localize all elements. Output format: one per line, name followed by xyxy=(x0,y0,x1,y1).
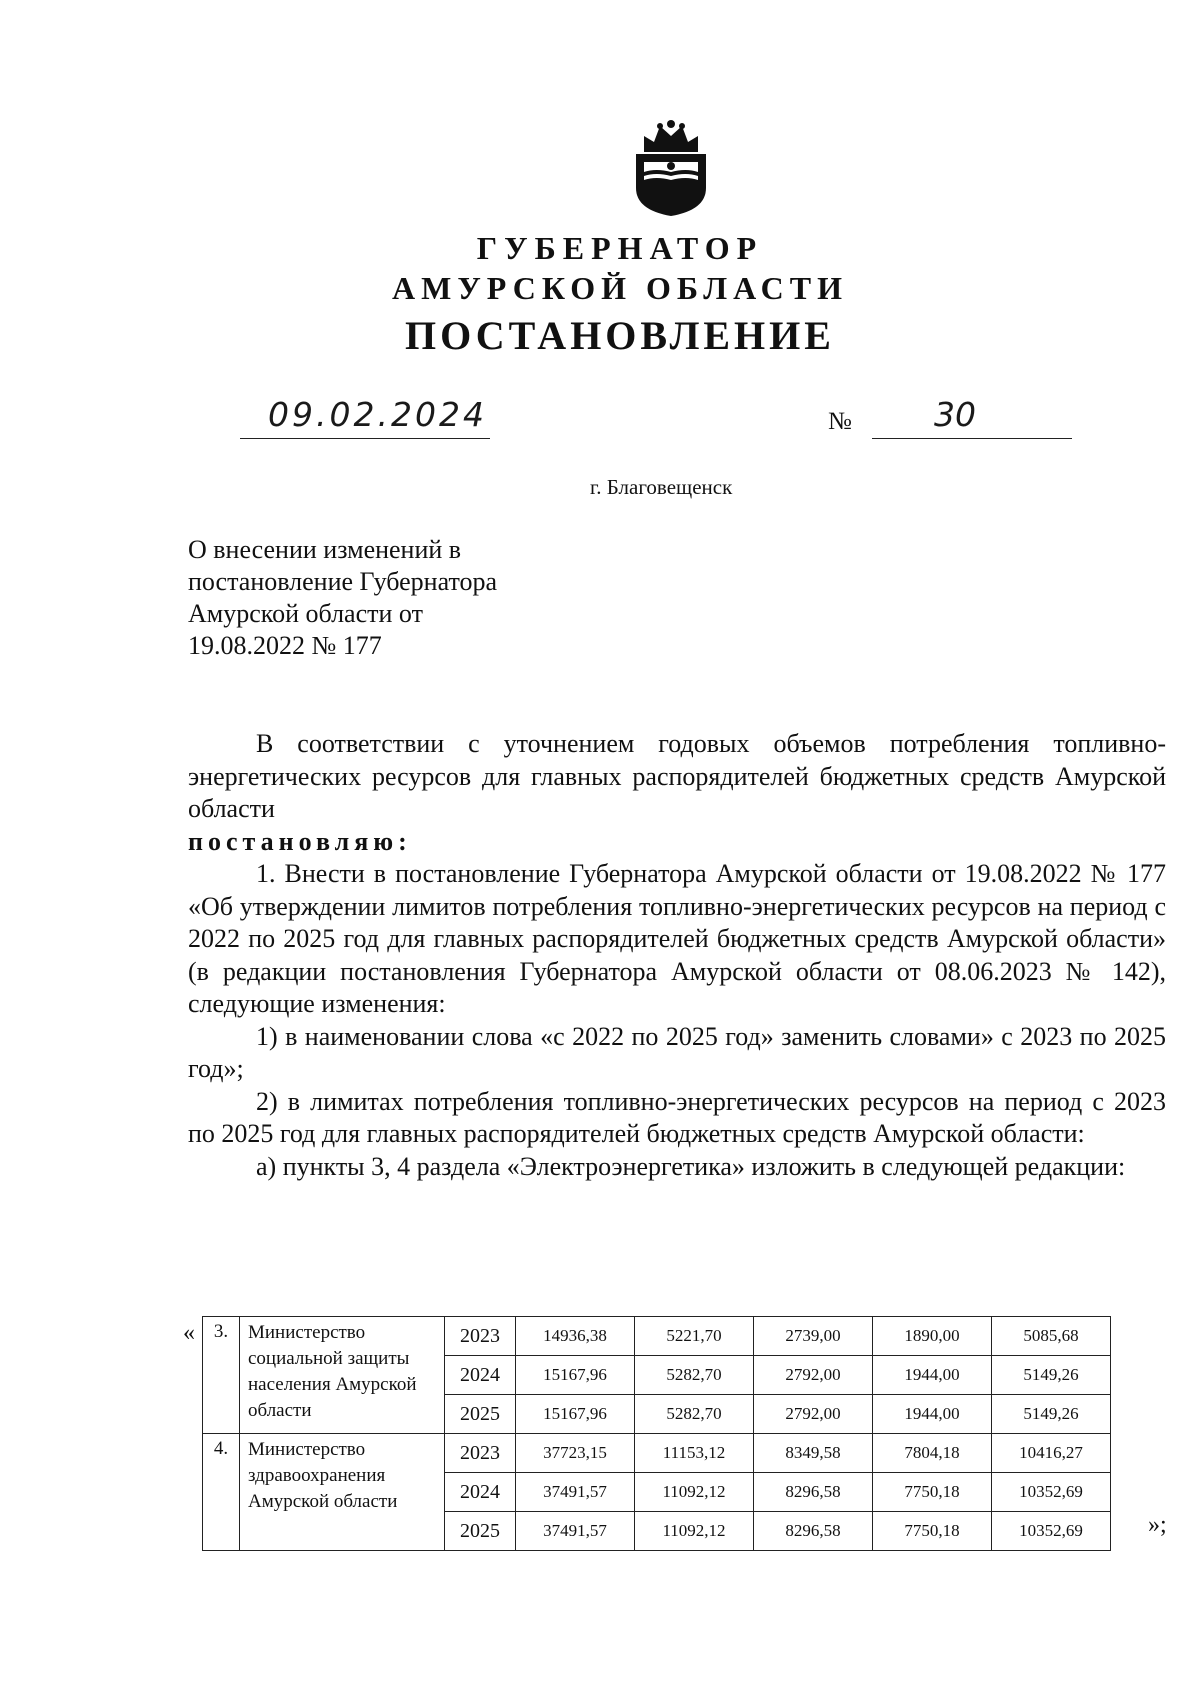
table-row xyxy=(203,1317,1111,1356)
document-date: 09.02.2024 xyxy=(268,395,487,434)
header-region: АМУРСКОЙ ОБЛАСТИ xyxy=(392,270,848,306)
table-cell: 37491,57 xyxy=(516,1473,635,1512)
table-cell: 11153,12 xyxy=(635,1434,754,1473)
subject-line: постановление Губернатора xyxy=(188,567,498,596)
paragraph-subitem-1: 1) в наименовании слова «с 2022 по 2025 год» заменить словами» с 2023 по 2025 год»; xyxy=(188,1021,1166,1083)
row-number: 3. xyxy=(203,1317,240,1434)
table-cell: 7804,18 xyxy=(873,1434,992,1473)
row-year: 2024 xyxy=(445,1473,516,1512)
paragraph-item-1: 1. Внести в постановление Губернатора Амурской области от 19.08.2022 № 177 «Об утверждении лимитов потребления топливно-энергетических ресурсов на период с 2022 по 2025 год для главных распорядителей бюджетных средств Амурской области» (в редакции постановления Губернатора Амурской области от 08.06.2023 № 142), следующие изменения: xyxy=(188,859,1166,1018)
table-row xyxy=(203,1434,1111,1473)
paragraph-subitem-a: а) пункты 3, 4 раздела «Электроэнергетика» изложить в следующей редакции: xyxy=(256,1151,1126,1181)
subject-line: Амурской области от xyxy=(188,599,423,628)
table-cell: 11092,12 xyxy=(635,1473,754,1512)
table-cell: 5221,70 xyxy=(635,1317,754,1356)
table-cell: 2792,00 xyxy=(754,1356,873,1395)
document-body xyxy=(188,728,1166,1183)
table-cell: 5085,68 xyxy=(992,1317,1111,1356)
table-cell: 8296,58 xyxy=(754,1512,873,1551)
row-number: 4. xyxy=(203,1434,240,1551)
number-label: № xyxy=(828,408,852,435)
date-underline xyxy=(240,438,490,439)
coat-of-arms-icon xyxy=(630,118,712,218)
row-ministry-name: Министерство социальной защиты населения Амурской области xyxy=(240,1317,445,1434)
table-cell: 5282,70 xyxy=(635,1356,754,1395)
decree-word: постановляю: xyxy=(188,826,412,856)
table-cell: 15167,96 xyxy=(516,1395,635,1434)
table-cell: 15167,96 xyxy=(516,1356,635,1395)
table-cell: 8349,58 xyxy=(754,1434,873,1473)
row-year: 2025 xyxy=(445,1395,516,1434)
table-cell: 10352,69 xyxy=(992,1473,1111,1512)
header-governor: ГУБЕРНАТОР xyxy=(476,230,764,266)
row-year: 2023 xyxy=(445,1317,516,1356)
table-cell: 1944,00 xyxy=(873,1395,992,1434)
subject-line: О внесении изменений в xyxy=(188,535,462,564)
table-cell: 5149,26 xyxy=(992,1356,1111,1395)
table-close-quote: »; xyxy=(1148,1512,1167,1538)
row-year: 2023 xyxy=(445,1434,516,1473)
subject-line: 19.08.2022 № 177 xyxy=(188,631,382,660)
table-cell: 14936,38 xyxy=(516,1317,635,1356)
table-cell: 5282,70 xyxy=(635,1395,754,1434)
table-cell: 1944,00 xyxy=(873,1356,992,1395)
row-ministry-name: Министерство здравоохранения Амурской области xyxy=(240,1434,445,1551)
table-cell: 7750,18 xyxy=(873,1473,992,1512)
document-type-title: ПОСТАНОВЛЕНИЕ xyxy=(405,313,835,358)
table-open-quote: « xyxy=(183,1320,195,1346)
paragraph-subitem-2: 2) в лимитах потребления топливно-энергетических ресурсов на период с 2023 по 2025 год для главных распорядителей бюджетных средств Амурской области: xyxy=(188,1086,1166,1148)
document-number: 30 xyxy=(934,395,976,434)
table-cell: 8296,58 xyxy=(754,1473,873,1512)
row-year: 2025 xyxy=(445,1512,516,1551)
table-cell: 37723,15 xyxy=(516,1434,635,1473)
document-subject xyxy=(188,534,497,662)
table-cell: 5149,26 xyxy=(992,1395,1111,1434)
limits-table xyxy=(202,1316,1111,1551)
table-cell: 10416,27 xyxy=(992,1434,1111,1473)
table-cell: 2792,00 xyxy=(754,1395,873,1434)
table-cell: 7750,18 xyxy=(873,1512,992,1551)
row-year: 2024 xyxy=(445,1356,516,1395)
city-name: г. Благовещенск xyxy=(590,475,733,499)
table-cell: 11092,12 xyxy=(635,1512,754,1551)
table-cell: 1890,00 xyxy=(873,1317,992,1356)
table-cell: 37491,57 xyxy=(516,1512,635,1551)
table-cell: 10352,69 xyxy=(992,1512,1111,1551)
paragraph-preamble: В соответствии с уточнением годовых объемов потребления топливно-энергетических ресурсов для главных распорядителей бюджетных средств Амурской области xyxy=(188,729,1166,823)
number-underline xyxy=(872,438,1072,439)
table-cell: 2739,00 xyxy=(754,1317,873,1356)
